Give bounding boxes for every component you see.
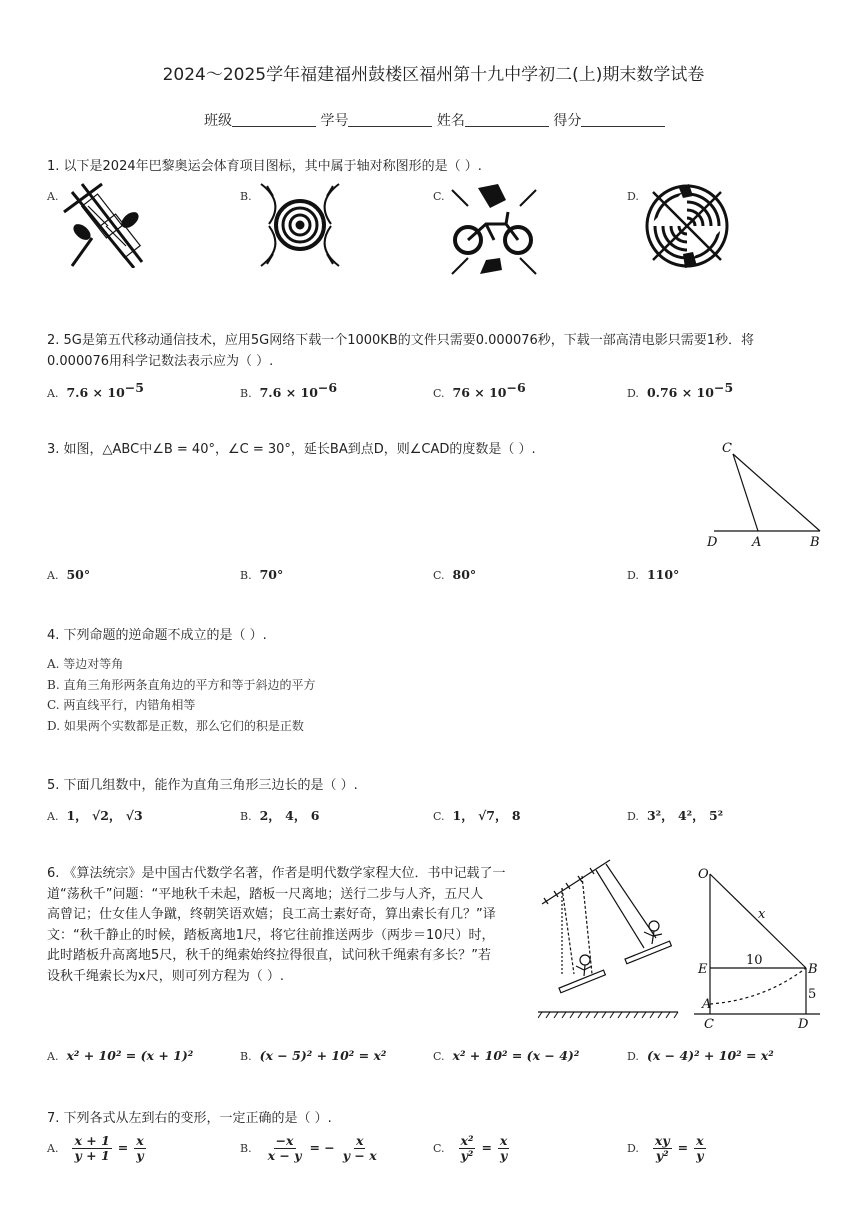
q4-option-c[interactable]: C. 两直线平行，内错角相等 xyxy=(47,698,196,712)
q3-option-d[interactable]: D. 110° xyxy=(627,567,680,582)
number-label: 学号 xyxy=(320,113,349,129)
archery-icon xyxy=(255,182,345,268)
label-o: O xyxy=(698,867,709,882)
triangle-figure xyxy=(700,436,830,552)
q6-line: 此时踏板升高离地5尺，秋千的绳索始终拉得很直，试问秋千绳索有多长？”若 xyxy=(47,948,492,963)
denominator: y xyxy=(136,1148,144,1163)
denominator: y² xyxy=(655,1148,669,1163)
q4-option-list xyxy=(47,654,315,736)
numerator: x xyxy=(136,1133,144,1148)
label-d: D xyxy=(798,1017,809,1032)
denominator: y − x xyxy=(342,1148,377,1163)
label-x: x xyxy=(758,907,766,922)
denominator: y xyxy=(696,1148,704,1163)
numerator: x xyxy=(355,1133,364,1148)
numerator: x xyxy=(696,1133,704,1148)
numerator: −x xyxy=(275,1133,294,1148)
label-d: D xyxy=(707,535,718,550)
label-b: B xyxy=(808,962,818,977)
number-blank[interactable] xyxy=(348,112,432,127)
q1-option-b-label: B. xyxy=(240,190,252,203)
denominator: x − y xyxy=(267,1148,302,1163)
class-label: 班级 xyxy=(204,113,232,129)
score-label: 得分 xyxy=(553,113,582,129)
class-blank[interactable] xyxy=(232,112,316,127)
q6-line: 高曾记；仕女佳人争蹴，终朝笑语欢嬉；良工高士素好奇，算出索长有几？”译 xyxy=(47,907,496,922)
q6-option-d[interactable]: D. (x − 4)² + 10² = x² xyxy=(627,1048,774,1063)
q6-option-b[interactable]: B. (x − 5)² + 10² = x² xyxy=(240,1048,387,1063)
label-c: C xyxy=(722,441,732,456)
swing-geometry-figure xyxy=(694,862,826,1034)
numerator: x xyxy=(499,1133,508,1148)
q6-option-c[interactable]: C. x² + 10² = (x − 4)² xyxy=(433,1048,580,1063)
q7-option-d[interactable]: D. $\frac{xy}{\text{y²}}$ = $\frac{x}{y}$ xyxy=(627,1133,704,1163)
name-blank[interactable] xyxy=(465,112,549,127)
q5-option-b[interactable]: B. 2， 4， 6 xyxy=(240,808,320,823)
q3-option-b[interactable]: B. 70° xyxy=(240,567,284,582)
label-ten: 10 xyxy=(746,953,763,968)
equals: = xyxy=(117,1140,129,1155)
denominator: y + 1 xyxy=(74,1148,110,1163)
cycling-bmx-icon xyxy=(450,182,538,278)
q2-option-b[interactable]: B. $7.6 \times 10^{-6}$ xyxy=(240,380,338,401)
q3-option-c[interactable]: C. 80° xyxy=(433,567,477,582)
label-five: 5 xyxy=(808,987,817,1002)
question-1-text: 1. 以下是2024年巴黎奥运会体育项目图标，其中属于轴对称图形的是（ ）. xyxy=(47,159,482,174)
question-2-line-1: 2. 5G是第五代移动通信技术，应用5G网络下载一个1000KB的文件只需要0.000076秒，下载一部高清电影只需要1秒．将 xyxy=(47,333,755,348)
label-a: A xyxy=(752,535,762,550)
label-a: A xyxy=(702,997,712,1012)
q6-option-a[interactable]: A. x² + 10² = (x + 1)² xyxy=(47,1048,194,1063)
page-title: 2024～2025学年福建福州鼓楼区福州第十九中学初二(上)期末数学试卷 xyxy=(162,65,705,85)
fencing-icon xyxy=(643,182,731,270)
denominator: y xyxy=(500,1148,508,1163)
numerator: x² xyxy=(460,1133,474,1148)
q6-line: 文：“秋千静止的时候，踏板离地1尺，将它往前推送两步（两步＝10尺）时， xyxy=(47,927,495,943)
swing-illustration xyxy=(538,856,688,1022)
q6-line: 设秋千绳索长为x尺，则可列方程为（ ）. xyxy=(47,968,284,984)
q4-option-d[interactable]: D. 如果两个实数都是正数，那么它们的积是正数 xyxy=(47,718,304,733)
q2-option-c[interactable]: C. $76 \times 10^{-6}$ xyxy=(433,380,526,401)
q1-option-c-label: C. xyxy=(433,190,445,203)
q5-option-c[interactable]: C. 1， √7， 8 xyxy=(433,808,521,823)
question-6-text xyxy=(47,864,527,987)
equals: = xyxy=(677,1140,689,1155)
numerator: xy xyxy=(654,1133,670,1148)
equals: = − xyxy=(309,1140,335,1155)
label-c: C xyxy=(704,1017,714,1032)
q7-option-b[interactable]: B. $\frac{-x}{x - y}$ = − $\frac{x}{y - x}$ xyxy=(240,1133,377,1163)
score-blank[interactable] xyxy=(581,112,665,127)
q1-option-a-label: A. xyxy=(47,190,59,203)
q5-option-d[interactable]: D. 3²， 4²， 5² xyxy=(627,808,724,823)
question-3-text: 3. 如图，△ABC中∠B = 40°，∠C = 30°，延长BA到点D，则∠CAD的度数是（ ）. xyxy=(47,442,536,457)
q3-option-a[interactable]: A. 50° xyxy=(47,567,91,582)
q1-option-d-label: D. xyxy=(627,190,639,203)
question-5-text: 5. 下面几组数中，能作为直角三角形三边长的是（ ）. xyxy=(47,778,358,793)
numerator: x + 1 xyxy=(74,1133,110,1148)
q7-option-a[interactable]: A. $\frac{x + 1}{y + 1}$ = $\frac{x}{y}$ xyxy=(47,1133,144,1163)
q7-option-c[interactable]: C. $\frac{\text{x²}}{\text{y²}}$ = $\frac{x}{y}$ xyxy=(433,1133,508,1163)
q4-option-a[interactable]: A. 等边对等角 xyxy=(47,657,124,671)
question-2-line-2: 0.000076用科学记数法表示应为（ ）. xyxy=(47,354,274,369)
question-7-text: 7. 下列各式从左到右的变形，一定正确的是（ ）. xyxy=(47,1111,332,1126)
student-info-line xyxy=(204,110,665,130)
question-4-text: 4. 下列命题的逆命题不成立的是（ ）. xyxy=(47,628,267,643)
label-e: E xyxy=(698,962,708,977)
equals: = xyxy=(481,1140,492,1155)
denominator: y² xyxy=(460,1148,474,1163)
q6-line: 6. 《算法统宗》是中国古代数学名著，作者是明代数学家程大位．书中记载了一 xyxy=(47,866,506,881)
badminton-icon xyxy=(62,182,152,268)
label-b: B xyxy=(810,535,820,550)
q2-option-d[interactable]: D. $0.76 \times 10^{-5}$ xyxy=(627,380,734,401)
name-label: 姓名 xyxy=(436,113,465,129)
q4-option-b[interactable]: B. 直角三角形两条直角边的平方和等于斜边的平方 xyxy=(47,677,316,692)
q5-option-a[interactable]: A. 1， √2， √3 xyxy=(47,808,143,823)
q6-line: 道“荡秋千”问题：“平地秋千未起，踏板一尺离地；送行二步与人齐，五尺人 xyxy=(47,886,484,902)
q2-option-a[interactable]: A. $7.6 \times 10^{-5}$ xyxy=(47,380,144,401)
